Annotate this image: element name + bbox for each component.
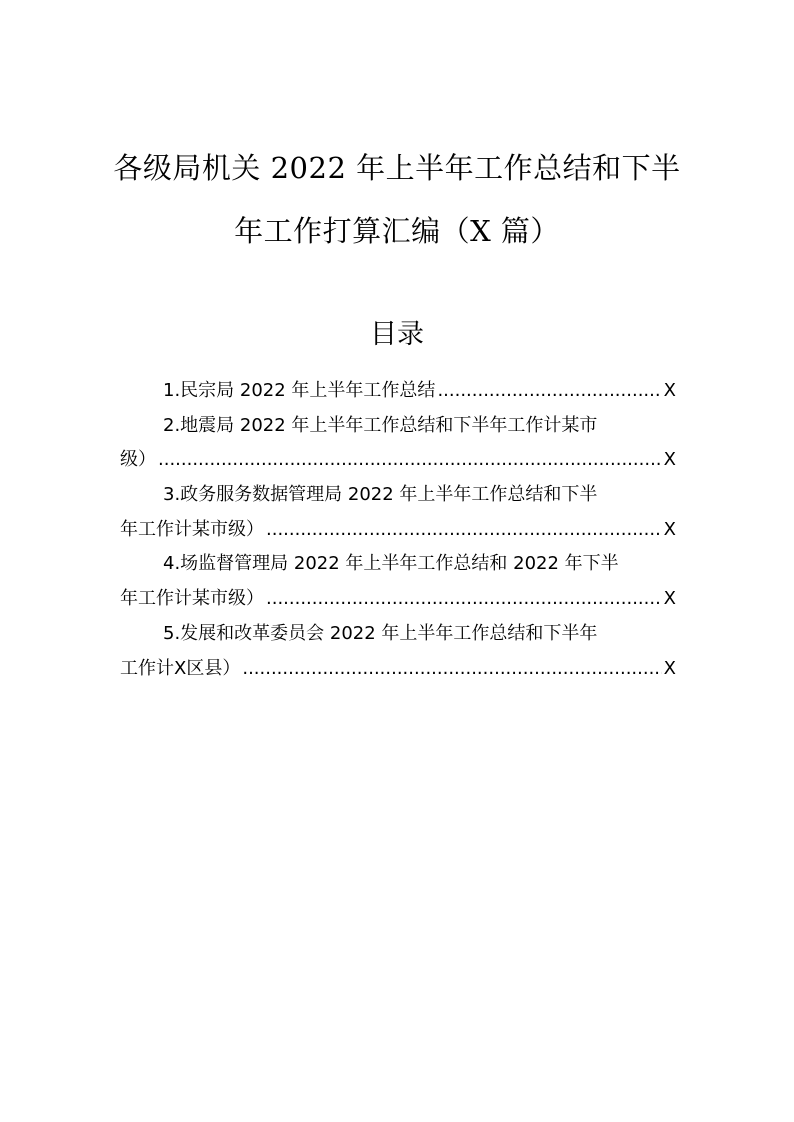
toc-page-number: X bbox=[663, 588, 676, 610]
toc-page-number: X bbox=[663, 449, 676, 471]
toc-page-number: X bbox=[663, 657, 676, 679]
toc-entry-4-line-2[interactable] bbox=[120, 582, 676, 617]
toc-leader-dots bbox=[266, 513, 662, 548]
toc-entry-4-line-1[interactable]: 4.场监督管理局 2022 年上半年工作总结和 2022 年下半 bbox=[163, 553, 619, 575]
toc-entry-title: 级） bbox=[120, 449, 156, 471]
toc-heading: 目录 bbox=[370, 319, 424, 350]
toc-entry-3-line-2[interactable] bbox=[120, 513, 676, 548]
document-title-line-1: 各级局机关 2022 年上半年工作总结和下半 bbox=[113, 151, 681, 185]
toc-page-number: X bbox=[663, 518, 676, 540]
toc-entry-2-line-2[interactable] bbox=[120, 443, 676, 478]
toc-leader-dots bbox=[242, 652, 661, 687]
toc-entry-title: 年工作计某市级） bbox=[120, 588, 264, 610]
toc-entry-5-line-2[interactable] bbox=[120, 652, 676, 687]
toc-entry-3-line-1[interactable]: 3.政务服务数据管理局 2022 年上半年工作总结和下半 bbox=[163, 484, 598, 506]
table-of-contents bbox=[120, 374, 676, 686]
toc-page-number: X bbox=[663, 380, 676, 401]
toc-leader-dots bbox=[266, 582, 662, 617]
toc-entry-1[interactable] bbox=[120, 374, 676, 409]
document-title-line-2: 年工作打算汇编（X 篇） bbox=[234, 214, 560, 248]
toc-entry-title: 工作计X区县） bbox=[120, 657, 241, 679]
toc-leader-dots bbox=[158, 443, 662, 478]
toc-entry-2-line-1[interactable]: 2.地震局 2022 年上半年工作总结和下半年工作计某市 bbox=[163, 414, 598, 436]
toc-entry-5-line-1[interactable]: 5.发展和改革委员会 2022 年上半年工作总结和下半年 bbox=[163, 622, 598, 644]
toc-entry-title: 年工作计某市级） bbox=[120, 518, 264, 540]
toc-leader-dots bbox=[437, 374, 661, 409]
toc-entry-title: 1.民宗局 2022 年上半年工作总结 bbox=[163, 380, 436, 401]
